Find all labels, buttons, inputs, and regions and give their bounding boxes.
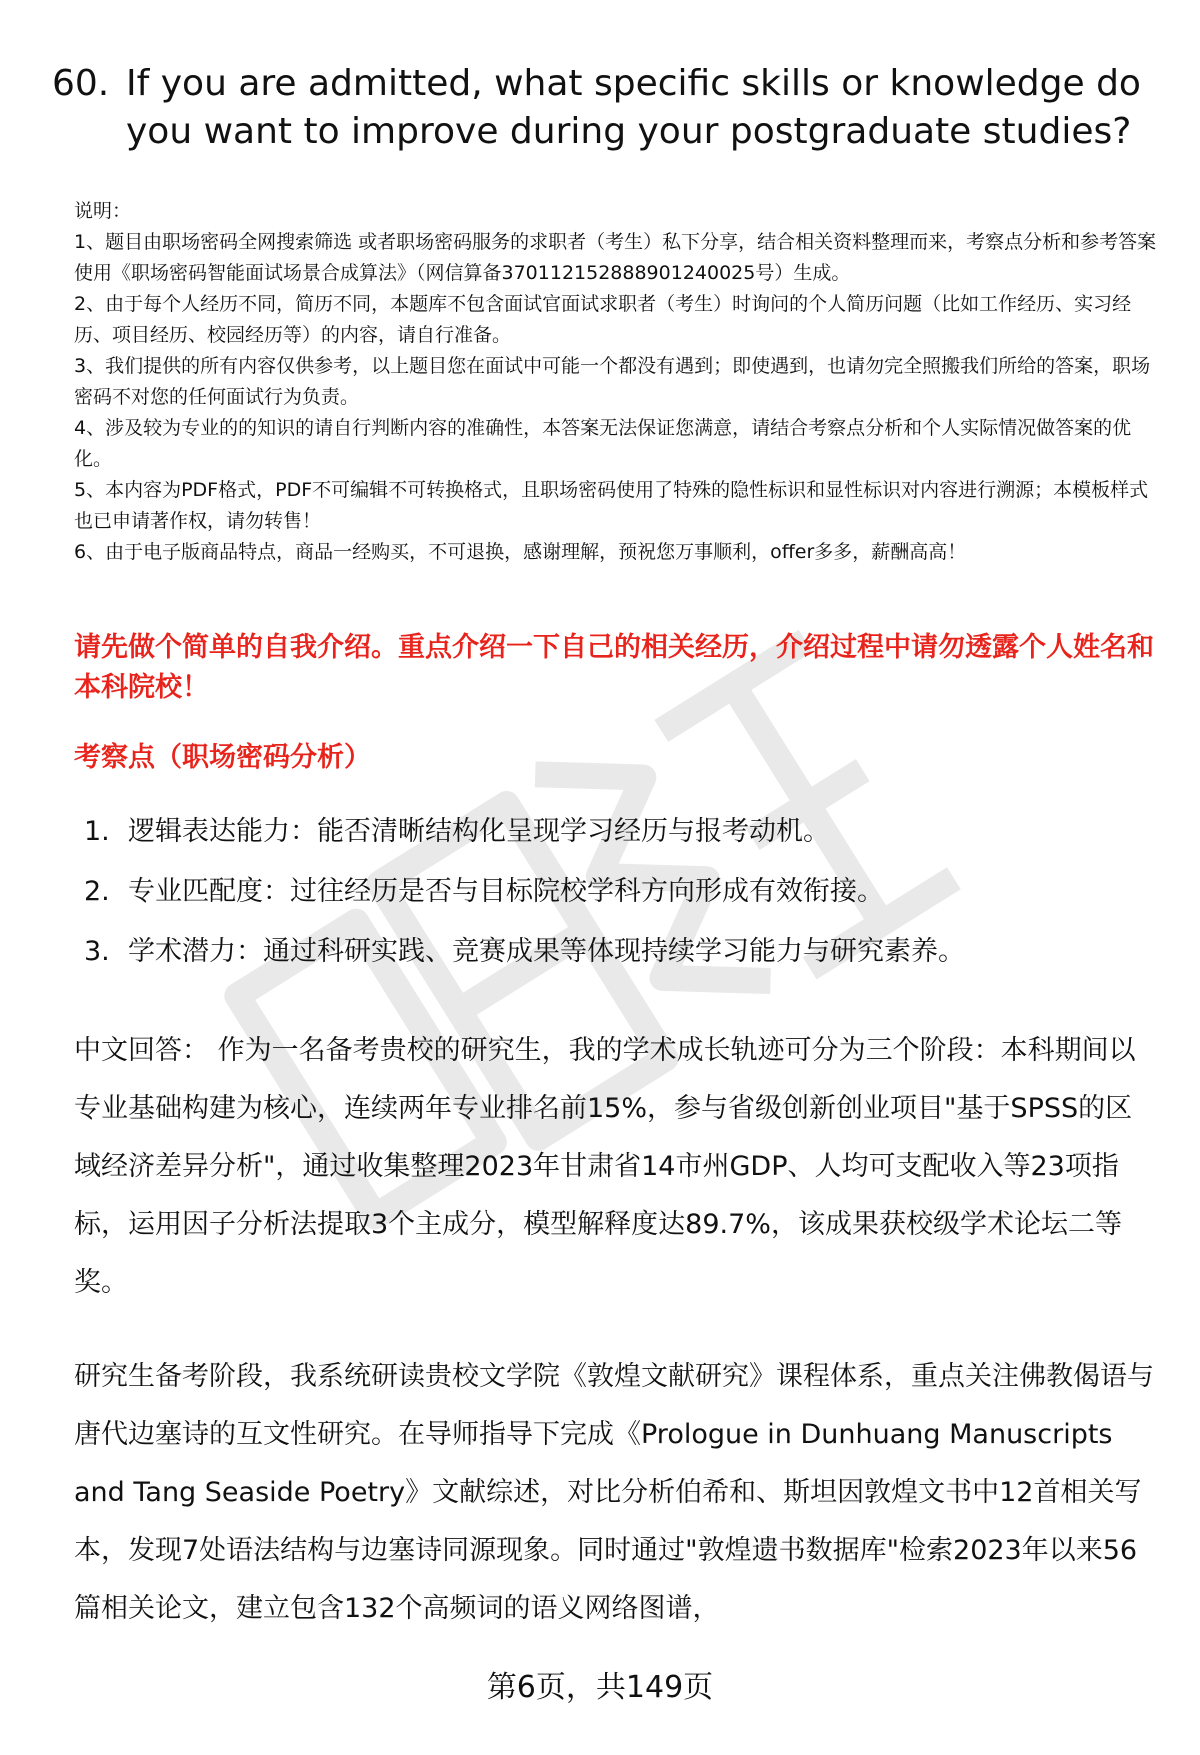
point-number: 3. [84, 936, 110, 967]
note-item: 1、题目由职场密码全网搜索筛选 或者职场密码服务的求职者（考生）私下分享，结合相关资料整理而来，考察点分析和参考答案使用《职场密码智能面试场景合成算法》（网信算备370112152888901240025号）生成。 [74, 231, 1157, 284]
notes-section [74, 196, 1164, 568]
note-item: 3、我们提供的所有内容仅供参考，以上题目您在面试中可能一个都没有遇到；即使遇到，也请勿完全照搬我们所给的答案，职场密码不对您的任何面试行为负责。 [74, 355, 1151, 408]
point-number: 1. [84, 816, 110, 847]
question-heading [52, 60, 1162, 156]
note-item: 5、本内容为PDF格式，PDF不可编辑不可转换格式，且职场密码使用了特殊的隐性标识和显性标识对内容进行溯源；本模板样式也已申请著作权，请勿转售！ [74, 479, 1149, 532]
note-item: 4、涉及较为专业的的知识的请自行判断内容的准确性，本答案无法保证您满意，请结合考察点分析和个人实际情况做答案的优化。 [74, 417, 1132, 470]
point-text: 专业匹配度：过往经历是否与目标院校学科方向形成有效衔接。 [128, 876, 884, 907]
answer-paragraph: 研究生备考阶段，我系统研读贵校文学院《敦煌文献研究》课程体系，重点关注佛教偈语与唐代边塞诗的互文性研究。在导师指导下完成《Prologue in Dunhuang Manuscripts and Tang Seaside Poetry》文献综述，对比分析伯希和、斯坦因敦煌文书中12首相关写本，发现7处语法结构与边塞诗同源现象。同时通过"敦煌遗书数据库"检索2023年以来56篇相关论文，建立包含132个高频词的语义网络图谱， [74, 1361, 1154, 1624]
question-number: 60. [52, 63, 110, 104]
note-item: 2、由于每个人经历不同，简历不同，本题库不包含面试官面试求职者（考生）时询问的个人简历问题（比如工作经历、实习经历、项目经历、校园经历等）的内容，请自行准备。 [74, 293, 1132, 346]
note-item: 6、由于电子版商品特点，商品一经购买，不可退换，感谢理解，预祝您万事顺利，offer多多，薪酬高高！ [74, 541, 967, 563]
question-text: If you are admitted, what specific skills or knowledge do you want to improve during your postgraduate studies? [126, 63, 1141, 152]
point-number: 2. [84, 876, 110, 907]
notes-title: 说明： [74, 200, 132, 222]
list-item [84, 812, 1154, 852]
analysis-section-title: 考察点（职场密码分析） [74, 742, 371, 773]
interview-prompt: 请先做个简单的自我介绍。重点介绍一下自己的相关经历，介绍过程中请勿透露个人姓名和本科院校！ [74, 632, 1154, 703]
point-text: 逻辑表达能力：能否清晰结构化呈现学习经历与报考动机。 [128, 816, 830, 847]
page-footer: 第6页，共149页 [486, 1670, 714, 1705]
list-item [84, 932, 1154, 972]
point-text: 学术潜力：通过科研实践、竞赛成果等体现持续学习能力与研究素养。 [128, 936, 965, 967]
answer-paragraph: 中文回答： 作为一名备考贵校的研究生，我的学术成长轨迹可分为三个阶段：本科期间以专业基础构建为核心，连续两年专业排名前15%，参与省级创新创业项目"基于SPSS的区域经济差异分析"，通过收集整理2023年甘肃省14市州GDP、人均可支配收入等23项指标，运用因子分析法提取3个主成分，模型解释度达89.7%，该成果获校级学术论坛二等奖。 [74, 1035, 1136, 1298]
answer-section [74, 1022, 1154, 1674]
analysis-points-list [84, 812, 1154, 992]
list-item [84, 872, 1154, 912]
